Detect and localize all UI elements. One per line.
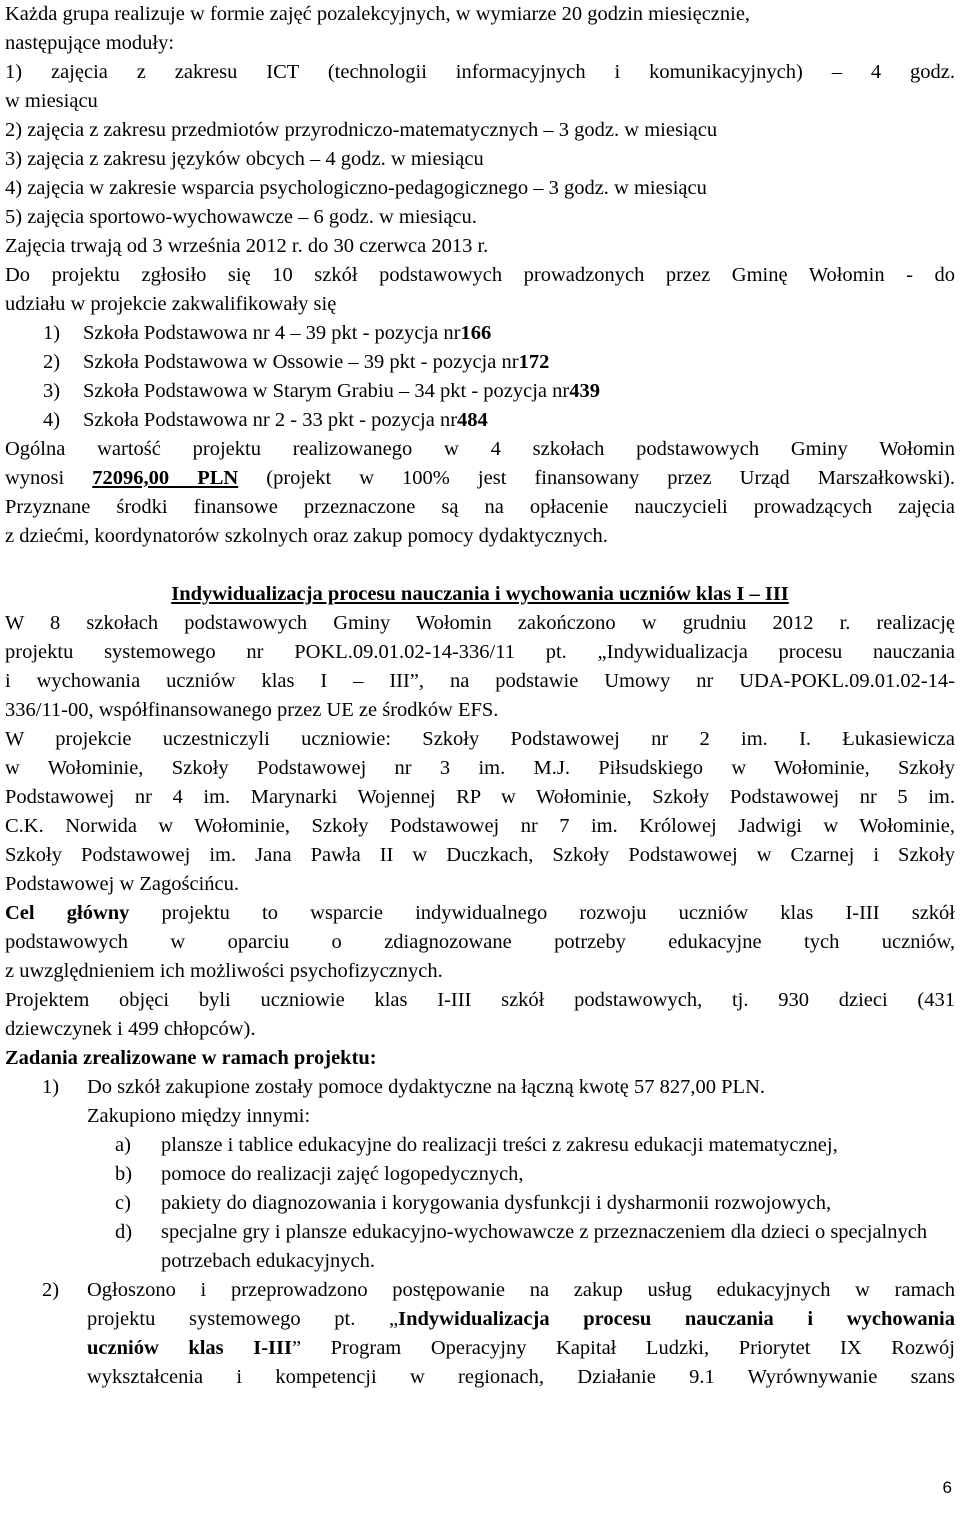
- goal-line: [5, 899, 955, 928]
- goal-line: podstawowych w oparciu o zdiagnozowane potrzeby edukacyjne tych uczniów,: [5, 931, 955, 953]
- subitem-letter: d): [115, 1221, 133, 1243]
- task-line: wykształcenia i kompetencji w regionach, Działanie 9.1 Wyrównywanie szans: [87, 1366, 955, 1388]
- spacer: [5, 551, 955, 580]
- dates-line: Zajęcia trwają od 3 września 2012 r. do 30 czerwca 2013 r.: [5, 235, 489, 257]
- school-item: [43, 377, 955, 406]
- school-position: 484: [457, 409, 488, 431]
- task-number: 1): [42, 1076, 60, 1098]
- subitem: [115, 1218, 955, 1276]
- value-pre: wynosi: [5, 467, 93, 489]
- intro-line: następujące moduły:: [5, 32, 175, 54]
- school-text: Szkoła Podstawowa w Ossowie – 39 pkt - pozycja nr: [83, 351, 519, 373]
- paragraph-line: W projekcie uczestniczyli uczniowie: Szkoły Podstawowej nr 2 im. I. Łukasiewicza: [5, 728, 955, 750]
- school-number: 3): [43, 380, 61, 402]
- goal-text: projektu to wsparcie indywidualnego rozwoju uczniów klas I-III szkół: [129, 902, 955, 924]
- tasks-heading: [5, 1044, 955, 1073]
- schools-intro: Do projektu zgłosiło się 10 szkół podstawowych prowadzonych przez Gminę Wołomin - do: [5, 264, 955, 286]
- school-text: Szkoła Podstawowa nr 2 - 33 pkt - pozycja nr: [83, 409, 458, 431]
- value-post: (projekt w 100% jest finansowany przez Urząd Marszałkowski).: [238, 467, 956, 489]
- subitem: [115, 1131, 955, 1160]
- participants-line: Projektem objęci byli uczniowie klas I-III szkół podstawowych, tj. 930 dzieci (431: [5, 989, 955, 1011]
- paragraph-line: i wychowania uczniów klas I – III”, na podstawie Umowy nr UDA-POKL.09.01.02-14-: [5, 670, 955, 692]
- paragraph-line: Podstawowej nr 4 im. Marynarki Wojennej RP w Wołominie, Szkoły Podstawowej nr 5 im.: [5, 786, 955, 808]
- paragraph-line: C.K. Norwida w Wołominie, Szkoły Podstawowej nr 7 im. Królowej Jadwigi w Wołominie,: [5, 815, 955, 837]
- task-body: [87, 1073, 955, 1276]
- task-subitems: [115, 1131, 955, 1276]
- module-item: 4) zajęcia w zakresie wsparcia psychologiczno-pedagogicznego – 3 godz. w miesiącu: [5, 177, 707, 199]
- module-item: w miesiącu: [5, 90, 98, 112]
- tasks-heading-text: Zadania zrealizowane w ramach projektu:: [5, 1047, 377, 1069]
- task-text: projektu systemowego pt. „: [87, 1308, 399, 1330]
- school-position: 166: [460, 322, 492, 344]
- participants-line: dziewczynek i 499 chłopców).: [5, 1018, 256, 1040]
- school-number: 1): [43, 322, 61, 344]
- task-line: Zakupiono między innymi:: [87, 1105, 311, 1127]
- module-item: 1) zajęcia z zakresu ICT (technologii informacyjnych i komunikacyjnych) – 4 godz.: [5, 61, 955, 83]
- module-item: 5) zajęcia sportowo-wychowawcze – 6 godz. w miesiącu.: [5, 206, 477, 228]
- subitem-letter: a): [115, 1134, 131, 1156]
- tasks-list: [42, 1073, 955, 1392]
- task-line: Ogłoszono i przeprowadzono postępowanie na zakup usług edukacyjnych w ramach: [87, 1279, 955, 1301]
- module-item: 2) zajęcia z zakresu przedmiotów przyrodniczo-matematycznych – 3 godz. w miesiącu: [5, 119, 718, 141]
- school-text: Szkoła Podstawowa nr 4 – 39 pkt - pozycja nr: [83, 322, 461, 344]
- paragraph-line: projektu systemowego nr POKL.09.01.02-14-336/11 pt. „Indywidualizacja procesu nauczania: [5, 641, 955, 663]
- subitem-letter: c): [115, 1192, 131, 1214]
- task-body: [87, 1276, 955, 1392]
- intro-line: Każda grupa realizuje w formie zajęć pozalekcyjnych, w wymiarze 20 godzin miesięcznie,: [5, 3, 751, 25]
- school-text: Szkoła Podstawowa w Starym Grabiu – 34 pkt - pozycja nr: [83, 380, 570, 402]
- value-line: Przyznane środki finansowe przeznaczone są na opłacenie nauczycieli prowadzących zajęcia: [5, 496, 955, 518]
- task-line: Do szkół zakupione zostały pomoce dydaktyczne na łączną kwotę 57 827,00 PLN.: [87, 1076, 766, 1098]
- module-item: 3) zajęcia z zakresu języków obcych – 4 godz. w miesiącu: [5, 148, 484, 170]
- subitem-text: pomoce do realizacji zajęć logopedycznych,: [161, 1163, 524, 1185]
- school-item: [43, 348, 955, 377]
- task-number: 2): [42, 1279, 60, 1301]
- goal-line: z uwzględnieniem ich możliwości psychofizycznych.: [5, 960, 443, 982]
- value-line: z dziećmi, koordynatorów szkolnych oraz zakup pomocy dydaktycznych.: [5, 525, 608, 547]
- schools-list: [43, 319, 955, 435]
- subitem-text: pakiety do diagnozowania i korygowania dysfunkcji i dysharmonii rozwojowych,: [161, 1192, 832, 1214]
- school-position: 439: [569, 380, 600, 402]
- goal-label: Cel główny: [5, 902, 130, 924]
- modules-list: [5, 58, 955, 232]
- subitem: [115, 1160, 955, 1189]
- task-line: [87, 1305, 955, 1334]
- project-title: Indywidualizacja procesu nauczania i wychowania: [398, 1308, 955, 1330]
- document-page: [5, 0, 955, 1392]
- school-item: [43, 319, 955, 348]
- paragraph-line: 336/11-00, współfinansowanego przez UE ze środków EFS.: [5, 699, 499, 721]
- value-line: Ogólna wartość projektu realizowanego w 4 szkołach podstawowych Gminy Wołomin: [5, 438, 955, 460]
- subitem-text: plansze i tablice edukacyjne do realizacji treści z zakresu edukacji matematycznej,: [161, 1134, 838, 1156]
- subitem-text: specjalne gry i plansze edukacyjno-wychowawcze z przeznaczeniem dla dzieci o specjalnych potrzebach edukacyjnych.: [161, 1221, 928, 1272]
- subitem-letter: b): [115, 1163, 133, 1185]
- task-line: [87, 1334, 955, 1363]
- paragraph-line: Szkoły Podstawowej im. Jana Pawła II w Duczkach, Szkoły Podstawowej w Czarnej i Szkoły: [5, 844, 955, 866]
- paragraph-line: w Wołominie, Szkoły Podstawowej nr 3 im. M.J. Piłsudskiego w Wołominie, Szkoły: [5, 757, 955, 779]
- school-number: 2): [43, 351, 61, 373]
- project-title: uczniów klas I-III: [87, 1337, 292, 1359]
- task-text: ” Program Operacyjny Kapitał Ludzki, Priorytet IX Rozwój: [291, 1337, 955, 1359]
- schools-intro: udziału w projekcie zakwalifikowały się: [5, 293, 337, 315]
- task-item: [42, 1073, 955, 1276]
- paragraph-line: Podstawowej w Zagościńcu.: [5, 873, 239, 895]
- value-line: [5, 464, 955, 493]
- school-item: [43, 406, 955, 435]
- school-position: 172: [518, 351, 550, 373]
- paragraph-line: W 8 szkołach podstawowych Gminy Wołomin zakończono w grudniu 2012 r. realizację: [5, 612, 955, 634]
- task-item: [42, 1276, 955, 1392]
- project-amount: 72096,00 PLN: [92, 467, 239, 489]
- school-number: 4): [43, 409, 61, 431]
- section-heading: [5, 580, 955, 609]
- section-heading-text: Indywidualizacja procesu nauczania i wychowania uczniów klas I – III: [171, 583, 789, 605]
- subitem: [115, 1189, 955, 1218]
- page-number: 6: [942, 1478, 952, 1497]
